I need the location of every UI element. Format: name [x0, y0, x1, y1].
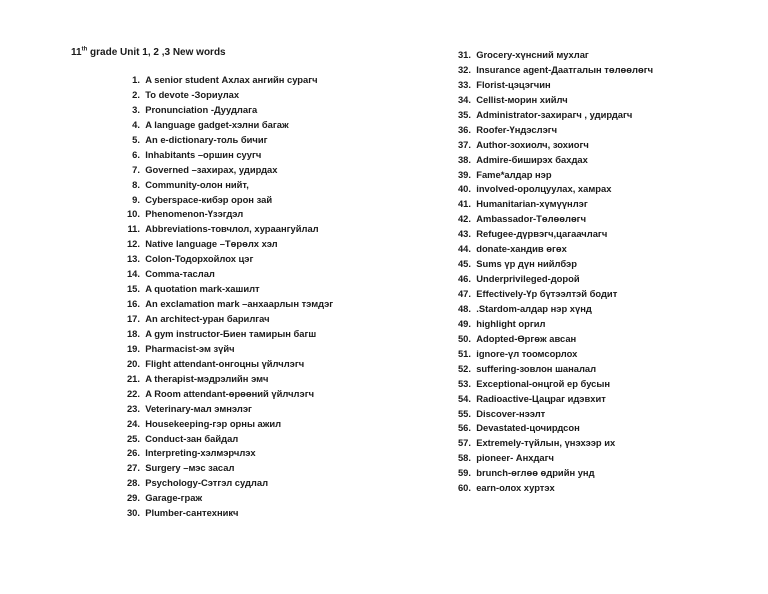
item-number: 21.	[126, 372, 140, 384]
vocab-item	[441, 347, 653, 362]
item-number: 46.	[457, 273, 471, 285]
vocab-item	[441, 257, 653, 272]
item-number: 56.	[457, 422, 471, 434]
vocab-item	[441, 392, 653, 407]
item-number: 36.	[457, 123, 471, 135]
vocab-item	[441, 332, 653, 347]
item-text: Discover-нээлт	[476, 407, 546, 419]
item-text: Radioactive-Цацраг идэвхит	[476, 392, 606, 404]
vocab-item	[441, 436, 653, 451]
vocab-item	[110, 372, 333, 387]
item-number: 58.	[457, 452, 471, 464]
vocab-item	[441, 421, 653, 436]
page-title	[71, 47, 226, 58]
item-text: Fame*алдар нэр	[476, 168, 552, 180]
item-text: Author-зохиолч, зохиогч	[476, 138, 589, 150]
item-text: highlight оргил	[476, 317, 546, 329]
item-text: Housekeeping-гэр орны ажил	[145, 417, 282, 429]
vocab-item	[110, 312, 333, 327]
item-number: 40.	[457, 183, 471, 195]
vocab-item	[110, 297, 333, 312]
item-text: Grocery-хүнсний мухлаг	[476, 49, 589, 60]
item-number: 43.	[457, 228, 471, 240]
item-text: Veterinary-мал эмнэлэг	[145, 402, 252, 414]
item-number: 22.	[126, 387, 140, 399]
vocab-item	[441, 197, 653, 212]
item-number: 34.	[457, 93, 471, 105]
item-number: 51.	[457, 347, 471, 359]
item-number: 49.	[457, 317, 471, 329]
item-text: To devote -Зориулах	[145, 88, 240, 100]
item-number: 19.	[126, 342, 140, 354]
vocab-item	[110, 103, 333, 118]
title-grade-number: 11	[71, 47, 82, 58]
item-number: 59.	[457, 467, 471, 479]
item-number: 60.	[457, 482, 471, 494]
vocab-item	[110, 476, 333, 491]
vocab-item	[110, 387, 333, 402]
item-number: 11.	[127, 223, 140, 235]
item-number: 25.	[126, 432, 140, 444]
item-text: Sums үр дүн нийлбэр	[476, 258, 577, 270]
item-number: 54.	[457, 392, 471, 404]
vocab-item	[110, 237, 333, 252]
item-number: 10.	[126, 208, 140, 220]
item-text: Governed –захирах, удирдах	[145, 163, 278, 175]
vocab-item	[441, 63, 653, 78]
item-number: 41.	[457, 198, 471, 210]
item-text: A gym instructor-Биен тамирын багш	[145, 327, 317, 339]
vocab-item	[441, 466, 653, 481]
vocab-item	[110, 252, 333, 267]
item-number: 8.	[132, 178, 140, 190]
vocab-item	[110, 178, 333, 193]
item-text: pioneer- Анхдагч	[476, 452, 554, 464]
item-text: Exceptional-онцгой ер бусын	[476, 377, 611, 389]
item-number: 18.	[126, 327, 140, 339]
item-text: Garage-граж	[145, 492, 203, 504]
word-list-right	[441, 48, 653, 496]
vocab-item	[110, 446, 333, 461]
vocab-item	[110, 163, 333, 178]
item-text: Cellist-морин хийлч	[476, 93, 568, 105]
vocab-item	[110, 491, 333, 506]
item-text: ignore-үл тоомсорлох	[476, 347, 578, 359]
item-text: Psychology-Сэтгэл судлал	[145, 477, 269, 489]
item-number: 14.	[126, 268, 140, 280]
item-number: 5.	[132, 133, 140, 145]
vocab-item	[441, 108, 653, 123]
vocab-item	[441, 168, 653, 183]
item-number: 35.	[457, 108, 471, 120]
item-number: 33.	[457, 78, 471, 90]
item-number: 9.	[132, 193, 140, 205]
item-number: 48.	[457, 302, 471, 314]
vocab-item	[441, 212, 653, 227]
item-text: Refugee-дүрвэгч,цагаачлагч	[476, 228, 608, 240]
item-text: Administrator-захирагч , удирдагч	[476, 108, 633, 120]
item-text: A Room attendant-өрөөний үйлчлэгч	[145, 387, 315, 399]
vocab-item	[110, 193, 333, 208]
item-number: 32.	[457, 63, 471, 75]
item-text: Adopted-Өргөж авсан	[476, 332, 577, 344]
vocab-item	[110, 282, 333, 297]
vocab-item	[110, 88, 333, 103]
item-number: 1.	[132, 74, 140, 85]
item-text: An architect-уран барилгач	[145, 313, 270, 324]
item-text: Community-олон нийт,	[145, 178, 249, 190]
item-text: Florist-цэцэгчин	[476, 78, 551, 90]
vocab-item	[110, 222, 333, 237]
item-text: Roofer-Үндэслэгч	[476, 123, 558, 135]
vocab-item	[441, 227, 653, 242]
vocab-item	[441, 362, 653, 377]
item-text: Native language –Төрөлх хэл	[145, 238, 278, 250]
vocab-item	[110, 506, 333, 521]
item-number: 52.	[457, 362, 471, 374]
item-text: An exclamation mark –анхаарлын тэмдэг	[145, 298, 334, 310]
item-number: 15.	[126, 283, 140, 295]
vocab-item	[441, 272, 653, 287]
item-text: donate-хандив өгөх	[476, 243, 567, 255]
title-text: grade Unit 1, 2 ,3 New words	[87, 47, 226, 58]
item-number: 31.	[457, 49, 471, 60]
item-text: Extremely-түйлын, үнэхээр их	[476, 437, 616, 449]
item-text: brunch-өглөө өдрийн унд	[476, 467, 595, 479]
vocab-item	[441, 182, 653, 197]
item-number: 3.	[132, 103, 140, 115]
vocab-item	[441, 78, 653, 93]
item-number: 55.	[457, 407, 471, 419]
vocab-item	[110, 432, 333, 447]
item-text: involved-оролцуулах, хамрах	[476, 183, 612, 195]
item-number: 38.	[457, 153, 471, 165]
item-number: 26.	[126, 447, 140, 459]
item-number: 47.	[457, 288, 471, 299]
vocab-item	[441, 302, 653, 317]
item-text: Pharmacist-эм зүйч	[145, 342, 235, 354]
vocab-item	[441, 407, 653, 422]
item-number: 17.	[126, 313, 140, 324]
item-number: 57.	[457, 437, 471, 449]
item-text: Humanitarian-хүмүүнлэг	[476, 198, 588, 210]
item-text: Pronunciation -Дуудлага	[145, 103, 258, 115]
item-text: Cyberspace-кибэр орон зай	[145, 193, 273, 205]
vocab-item	[110, 267, 333, 282]
item-text: Comma-таслал	[145, 268, 215, 280]
item-number: 16.	[126, 298, 140, 310]
item-text: Ambassador-Төлөөлөгч	[476, 213, 587, 225]
vocab-item	[110, 73, 333, 88]
vocab-item	[441, 138, 653, 153]
item-number: 6.	[132, 148, 140, 160]
item-number: 24.	[126, 417, 140, 429]
vocab-item	[110, 461, 333, 476]
item-number: 50.	[457, 332, 471, 344]
item-number: 45.	[457, 258, 471, 270]
item-number: 7.	[132, 163, 140, 175]
item-text: earn-олох хуртэх	[476, 482, 555, 494]
vocab-item	[110, 148, 333, 163]
vocab-item	[110, 357, 333, 372]
item-text: Insurance agent-Даатгалын төлөөлөгч	[476, 63, 654, 75]
item-text: Devastated-цочирдсон	[476, 422, 580, 434]
item-text: Admire-биширэх бахдах	[476, 153, 588, 165]
item-number: 30.	[126, 507, 140, 519]
item-text: Underprivileged-дорой	[476, 273, 580, 285]
vocab-item	[441, 93, 653, 108]
item-number: 23.	[126, 402, 140, 414]
item-text: Surgery –мэс засал	[145, 462, 235, 474]
word-list-left	[110, 73, 333, 521]
item-number: 12.	[126, 238, 140, 250]
item-text: Colon-Тодорхойлох цэг	[145, 253, 254, 265]
item-number: 39.	[457, 168, 471, 180]
item-text: Flight attendant-онгоцны үйлчлэгч	[145, 357, 305, 369]
item-text: A therapist-мэдрэлийн эмч	[145, 372, 269, 384]
item-number: 53.	[457, 377, 471, 389]
vocab-item	[110, 133, 333, 148]
vocab-item	[441, 123, 653, 138]
item-text: Plumber-сантехникч	[145, 507, 239, 519]
item-text: Abbreviations-товчлол, хураангуйлал	[145, 223, 319, 235]
item-number: 4.	[132, 118, 140, 130]
item-text: An e-dictionary-толь бичиг	[145, 133, 268, 145]
item-number: 37.	[457, 138, 471, 150]
item-text: suffering-зовлон шаналал	[476, 362, 597, 374]
item-text: Phenomenon-Үзэгдэл	[145, 208, 244, 220]
title-superscript: th	[81, 46, 88, 53]
vocab-item	[110, 417, 333, 432]
item-text: A senior student Ахлах ангийн сурагч	[145, 74, 318, 85]
vocab-item	[110, 118, 333, 133]
vocab-item	[441, 287, 653, 302]
item-number: 2.	[132, 88, 140, 100]
item-text: A quotation mark-хашилт	[145, 283, 260, 295]
item-number: 42.	[457, 213, 471, 225]
item-number: 29.	[126, 492, 140, 504]
item-number: 13.	[126, 253, 140, 265]
item-text: .Stardom-алдар нэр хүнд	[476, 302, 592, 314]
vocab-item	[441, 317, 653, 332]
item-number: 28.	[126, 477, 140, 489]
item-text: Inhabitants –оршин суугч	[145, 148, 262, 160]
vocab-item	[441, 451, 653, 466]
vocab-item	[110, 327, 333, 342]
vocab-item	[441, 153, 653, 168]
vocab-item	[110, 207, 333, 222]
vocab-item	[110, 342, 333, 357]
item-text: Effectively-Үр бүтээлтэй бодит	[476, 288, 618, 299]
item-text: A language gadget-хэлни багаж	[145, 118, 289, 130]
item-number: 20.	[126, 357, 140, 369]
item-text: Conduct-зан байдал	[145, 432, 239, 444]
item-number: 44.	[457, 243, 471, 255]
vocab-item	[441, 377, 653, 392]
vocab-item	[441, 242, 653, 257]
item-number: 27.	[126, 462, 140, 474]
vocab-item	[441, 48, 653, 63]
vocab-item	[110, 402, 333, 417]
vocab-item	[441, 481, 653, 496]
item-text: Interpreting-хэлмэрчлэх	[145, 447, 256, 459]
